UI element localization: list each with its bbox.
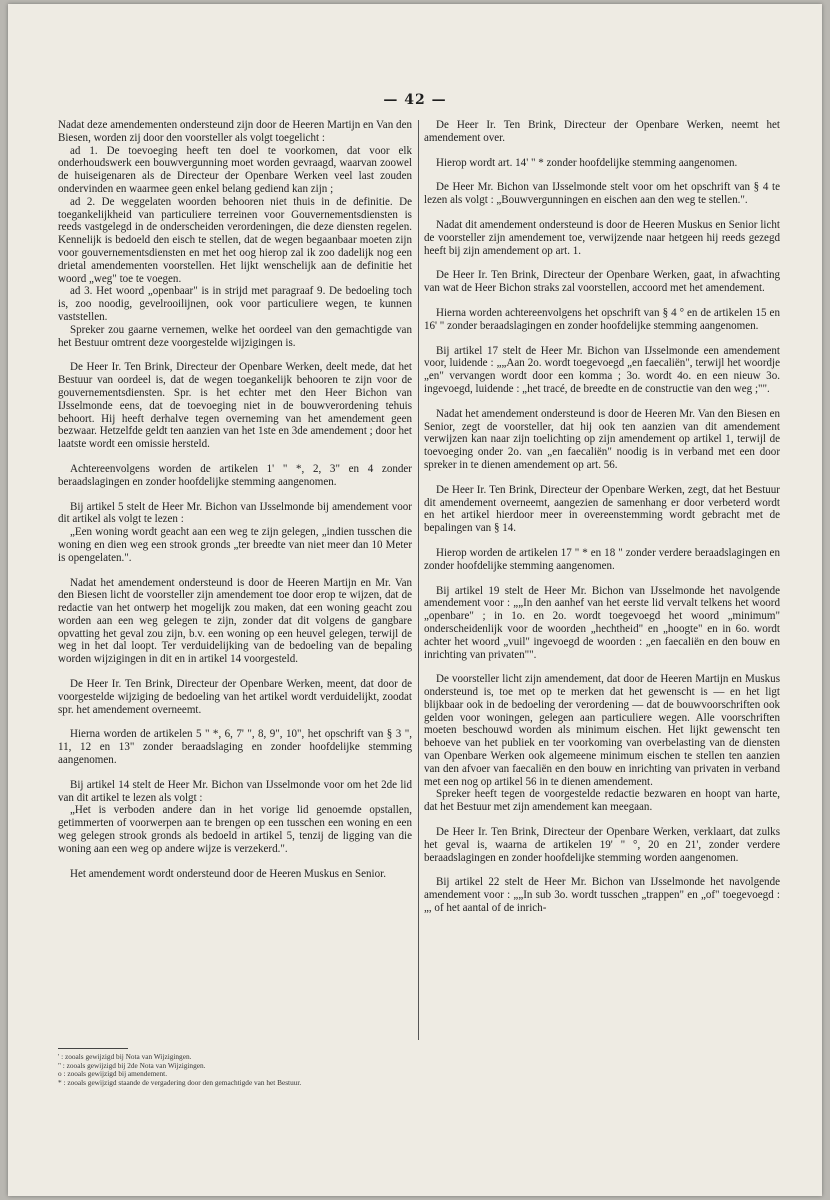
footnote: ' : zooals gewijzigd bij Nota van Wijzigingen. [58, 1052, 192, 1061]
paragraph: ad 3. Het woord „openbaar" is in strijd met paragraaf 9. De bedoeling toch is, zoo noodig, gevelrooilijnen, ook voor particuliere wegen, te kunnen vaststellen. [58, 285, 412, 323]
paragraph: De voorsteller licht zijn amendement, dat door de Heeren Martijn en Muskus ondersteund is, toe met op te merken dat het gewenscht is — en het ligt blijkbaar ook in de bedoeling der verordening — dat de bouwvoorschriften ook gelden voor woningen, gelegen aan particuliere wegen. Alle voorschriften moeten beschouwd worden als minimum eischen. Het lijkt gewenscht ten behoeve van het publiek en ter voorkoming van overbelasting van de diensten van Openbare Werken ook algemeene minimum eischen te stellen ten aanzien van den afvoer van faecaliën en den bouw en inrichting van privaten in verband met een nog op artikel 56 in te dienen amendement. [424, 673, 780, 788]
paragraph: Bij artikel 22 stelt de Heer Mr. Bichon van IJsselmonde het navolgende amendement voor : „„In sub 3o. wordt tusschen „trappen" en „of" toegevoegd : „, of het aantal of de inrich- [424, 876, 780, 915]
footnote-rule [58, 1048, 128, 1049]
footnote: " : zooals gewijzigd bij 2de Nota van Wijzigingen. [58, 1060, 206, 1070]
paragraph: Spreker zou gaarne vernemen, welke het oordeel van den gemachtigde van het Bestuur omtrent deze voorgestelde wijzigingen is. [58, 323, 412, 349]
paragraph: De Heer Ir. Ten Brink, Directeur der Openbare Werken, gaat, in afwachting van wat de Heer Bichon straks zal voorstellen, accoord met het amendement. [424, 269, 780, 295]
paragraph: ad 1. De toevoeging heeft ten doel te voorkomen, dat voor elk onderhoudswerk een bouwvergunning moet worden gevraagd, waarvan zoowel de huiseigenaren als de Directeur der Openbare Werken veel last zouden ondervinden en waarmee geen enkel belang gediend kan zijn ; [58, 144, 412, 195]
paragraph: De Heer Mr. Bichon van IJsselmonde stelt voor om het opschrift van § 4 te lezen als volgt : „Bouwvergunningen en eischen aan den weg te stellen.". [424, 181, 780, 207]
paragraph: Hierna worden achtereenvolgens het opschrift van § 4 ° en de artikelen 15 en 16' " zonder beraadslagingen en zonder hoofdelijke stemming aangenomen. [424, 306, 780, 332]
page-number: — 42 — [383, 92, 447, 108]
right-column [424, 119, 780, 915]
paragraph: Nadat deze amendementen ondersteund zijn door de Heeren Martijn en Van den Biesen, worden zij door den voorsteller als volgt toegelicht : [58, 119, 412, 144]
footnote: o : zooals gewijzigd bij amendement. [58, 1069, 168, 1079]
paragraph: ad 2. De weggelaten woorden behooren niet thuis in de definitie. De toegankelijkheid van particuliere terreinen voor Gouvernementsdiensten is reeds vastgelegd in de onderscheiden verordeningen, die deze diensten regelen. Kennelijk is bedoeld den eisch te stellen, dat de wegen begaanbaar moeten zijn voor gouvernementsdiensten en met het oog hierop zal ik zoo dadelijk nog een drietal amendementen voorstellen. Het lijkt wenschelijk aan de definitie het woord „weg" toe te voegen. [58, 195, 412, 285]
column-divider [418, 120, 419, 1040]
paragraph: Hierop wordt art. 14' " * zonder hoofdelijke stemming aangenomen. [436, 156, 738, 169]
paragraph: Spreker heeft tegen de voorgestelde redactie bezwaren en hoopt van harte, dat het Bestuur met zijn amendement kan meegaan. [424, 788, 780, 814]
paragraph: Bij artikel 19 stelt de Heer Mr. Bichon van IJsselmonde het navolgende amendement voor : „„In den aanhef van het eerste lid vervalt telkens het woord „openbare" ; in 1o. en 2o. wordt toegevoegd het woord „minimum" onderscheidenlijk voor de woorden „hechtheid" en „hoogte" en in 6o. wordt achter het woord „vuil" ingevoegd de woorden : „en faecaliën en den bouw en inrichting van privaten"". [424, 584, 780, 661]
paragraph: De Heer Ir. Ten Brink, Directeur der Openbare Werken, meent, dat door de voorgestelde wijziging de bedoeling van het artikel wordt verduidelijkt, zoodat spr. het amendement overneemt. [58, 678, 412, 716]
paragraph: Bij artikel 17 stelt de Heer Mr. Bichon van IJsselmonde een amendement voor, luidende : „„Aan 2o. wordt toegevoegd „en faecaliën", terwijl het woordje „en" vervangen wordt door een komma ; 3o. wordt 4o. en een nieuw 3o. ingevoegd, luidende : „het tracé, de breedte en de constructie van den weg ;"". [424, 344, 780, 395]
paragraph: De Heer Ir. Ten Brink, Directeur der Openbare Werken, deelt mede, dat het Bestuur van oordeel is, dat de wegen toegankelijk behooren te zijn voor de gouvernementsdiensten. Spr. is het echter met den Heer Bichon van IJsselmonde eens, dat de toevoeging niet in de bouwverordening tehuis behoort. Hij heeft derhalve tegen overneming van het amendement geen bezwaar. Hetzelfde geldt ten aanzien van het 1ste en 3de amendement ; door het laatste wordt een omissie hersteld. [58, 361, 412, 451]
paragraph: Bij artikel 14 stelt de Heer Mr. Bichon van IJsselmonde voor om het 2de lid van dit artikel te lezen als volgt : [58, 778, 412, 804]
paragraph: Achtereenvolgens worden de artikelen 1' " *, 2, 3" en 4 zonder beraadslagingen en zonder hoofdelijke stemming aangenomen. [58, 462, 412, 488]
paragraph: Het amendement wordt ondersteund door de Heeren Muskus en Senior. [70, 867, 386, 880]
paragraph: Hierop worden de artikelen 17 " * en 18 " zonder verdere beraadslagingen en zonder hoofdelijke stemming aangenomen. [424, 546, 780, 572]
paragraph: De Heer Ir. Ten Brink, Directeur der Openbare Werken, zegt, dat het Bestuur dit amendement overneemt, aangezien de samenhang er door verbeterd wordt en het artikel hierdoor meer in overeenstemming wordt gebracht met de bepalingen van § 14. [424, 483, 780, 535]
paragraph: Nadat dit amendement ondersteund is door de Heeren Muskus en Senior licht de voorsteller zijn amendement toe, verwijzende naar hetgeen hij reeds gezegd heeft bij zijn amendement op art. 1. [424, 218, 780, 257]
document-page [8, 4, 822, 1196]
paragraph: Nadat het amendement ondersteund is door de Heeren Martijn en Mr. Van den Biesen licht de voorsteller zijn amendement toe door erop te wijzen, dat de redactie van het ontwerp het mogelijk zou maken, dat een woning geacht zou worden aan een weg gelegen te zijn, zonder dat dit volgens de gangbare opvatting het geval zou zijn, b.v. een woning op een heuvel gelegen, terwijl de weg in het dal loopt. Ter verduidelijking van de bedoeling van de bepaling worden wijzigingen in dit en in artikel 14 voorgesteld. [58, 576, 412, 666]
paragraph: De Heer Ir. Ten Brink, Directeur der Openbare Werken, neemt het amendement over. [424, 119, 780, 144]
paragraph: De Heer Ir. Ten Brink, Directeur der Openbare Werken, verklaart, dat zulks het geval is, waarna de artikelen 19' " °, 20 en 21', zonder verdere beraadslagingen en zonder hoofdelijke stemming worden aangenomen. [424, 826, 780, 864]
footnotes [58, 1048, 412, 1087]
paragraph: Hierna worden de artikelen 5 " *, 6, 7' ", 8, 9", 10", het opschrift van § 3 ", 11, 12 en 13" zonder beraadslaging en zonder hoofdelijke stemming aangenomen. [58, 728, 412, 767]
left-column [58, 119, 412, 880]
quoted-amendment: „Een woning wordt geacht aan een weg te zijn gelegen, „indien tusschen die woning en dien weg een strook gronds „ter breedte van niet meer dan 10 Meter is opengelaten.". [58, 526, 412, 564]
paragraph: Bij artikel 5 stelt de Heer Mr. Bichon van IJsselmonde bij amendement voor dit artikel als volgt te lezen : [58, 500, 412, 526]
footnote: * : zooals gewijzigd staande de vergadering door den gemachtigde van het Bestuur. [58, 1077, 302, 1087]
quoted-amendment: „Het is verboden andere dan in het vorige lid genoemde opstallen, getimmerten of voorwerpen aan te brengen op een tusschen een woning en een weg gelegen strook gronds als bedoeld in artikel 5, tenzij de ligging van die woning aan een weg op andere wijze is verzekerd.". [58, 804, 412, 855]
paragraph: Nadat het amendement ondersteund is door de Heeren Mr. Van den Biesen en Senior, zegt de voorsteller, dat hij ook ten aanzien van dit amendement verwijzen kan naar zijn toelichting op zijn amendement op artikel 1, terwijl de toevoeging onder 2o. van „en faecaliën" noodig is in verband met een door spreker in te dienen amendement op art. 56. [424, 407, 780, 471]
